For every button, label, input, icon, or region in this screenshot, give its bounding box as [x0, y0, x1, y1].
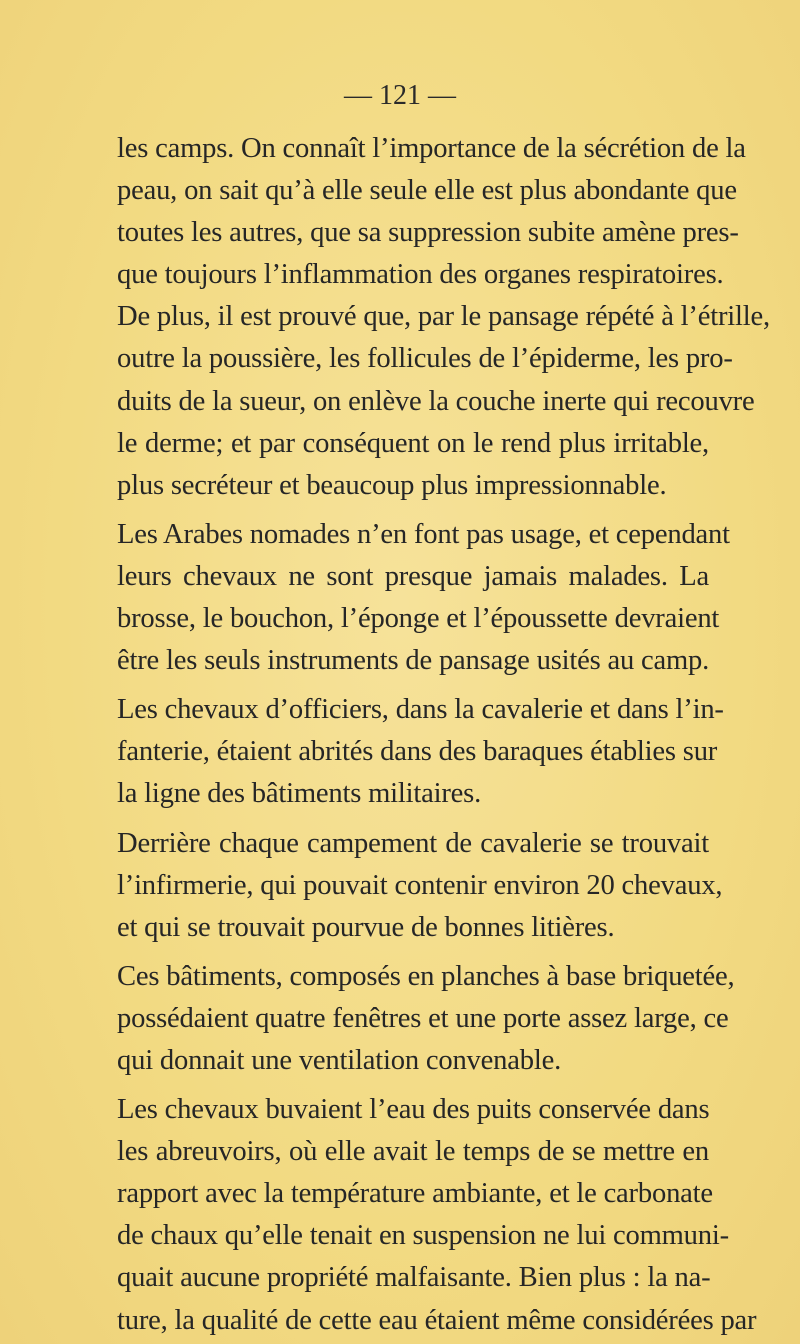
text-line: Derrière chaque campement de cavalerie se trouvait [117, 827, 709, 859]
text-line: De plus, il est prouvé que, par le pansage répété à l’étrille, [117, 301, 770, 333]
text-line: leurs chevaux ne sont presque jamais malades. La [117, 560, 709, 592]
text-line: fanterie, étaient abrités dans des baraques établies sur [117, 736, 718, 768]
body-text [117, 128, 770, 1344]
text-line: duits de la sueur, on enlève la couche inerte qui recouvre [117, 385, 755, 417]
text-line: ture, la qualité de cette eau étaient même considérées par [117, 1304, 757, 1336]
paragraph-3 [117, 689, 724, 815]
text-line: outre la poussière, les follicules de l’épiderme, les pro- [117, 343, 733, 375]
text-line: brosse, le bouchon, l’éponge et l’époussette devraient [117, 603, 720, 635]
text-line: les camps. On connaît l’importance de la sécrétion de la [117, 133, 746, 164]
text-line: plus secréteur et beaucoup plus impressionnable. [117, 469, 667, 501]
text-line: que toujours l’inflammation des organes respiratoires. [117, 259, 724, 291]
text-line: la ligne des bâtiments militaires. [117, 778, 482, 810]
paragraph-2 [117, 514, 730, 682]
text-line: quait aucune propriété malfaisante. Bien plus : la na- [117, 1262, 711, 1294]
text-line: Les chevaux buvaient l’eau des puits conservée dans [117, 1094, 710, 1126]
text-line: Les Arabes nomades n’en font pas usage, et cependant [117, 518, 730, 550]
paragraph-6 [117, 1089, 757, 1342]
page-number: — 121 — [344, 80, 456, 111]
text-line: les abreuvoirs, où elle avait le temps de se mettre en [117, 1136, 709, 1168]
paragraph-1 [117, 128, 770, 507]
text-line: peau, on sait qu’à elle seule elle est plus abondante que [117, 175, 737, 207]
text-line: et qui se trouvait pourvue de bonnes litières. [117, 911, 615, 943]
text-line: Les chevaux d’officiers, dans la cavalerie et dans l’in- [117, 694, 724, 726]
paragraph-4 [117, 823, 723, 949]
text-line: Ces bâtiments, composés en planches à base briquetée, [117, 960, 735, 992]
text-line: être les seuls instruments de pansage usités au camp. [117, 645, 710, 677]
text-line: le derme; et par conséquent on le rend plus irritable, [117, 427, 709, 459]
text-line: de chaux qu’elle tenait en suspension ne lui communi- [117, 1220, 729, 1252]
text-line: possédaient quatre fenêtres et une porte assez large, ce [117, 1002, 729, 1034]
paragraph-5 [117, 956, 735, 1082]
text-line: qui donnait une ventilation convenable. [117, 1044, 562, 1076]
text-line: rapport avec la température ambiante, et le carbonate [117, 1178, 713, 1210]
text-line: toutes les autres, que sa suppression subite amène pres- [117, 217, 739, 249]
text-line: l’infirmerie, qui pouvait contenir environ 20 chevaux, [117, 869, 723, 901]
